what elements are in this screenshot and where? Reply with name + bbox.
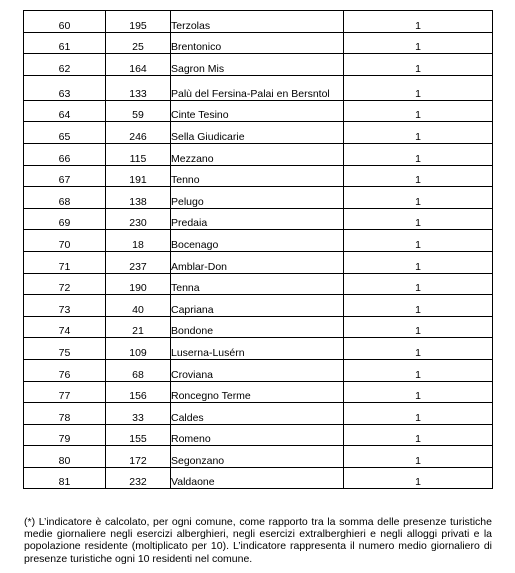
municipality-name-cell: Tenno bbox=[171, 165, 344, 187]
municipality-name-cell: Luserna-Lusérn bbox=[171, 338, 344, 360]
table-row bbox=[24, 424, 493, 446]
code-cell: 195 bbox=[106, 11, 171, 33]
table-row bbox=[24, 273, 493, 295]
indicator-cell: 1 bbox=[344, 338, 493, 360]
table-row bbox=[24, 338, 493, 360]
table-row bbox=[24, 75, 493, 100]
rank-cell: 74 bbox=[24, 316, 106, 338]
rank-cell: 71 bbox=[24, 251, 106, 273]
rank-cell: 70 bbox=[24, 230, 106, 252]
table-row bbox=[24, 100, 493, 122]
table-row bbox=[24, 143, 493, 165]
rank-cell: 77 bbox=[24, 381, 106, 403]
rank-cell: 81 bbox=[24, 467, 106, 489]
table-row bbox=[24, 467, 493, 489]
table-row bbox=[24, 230, 493, 252]
indicator-cell: 1 bbox=[344, 208, 493, 230]
table-row bbox=[24, 208, 493, 230]
municipality-name-cell: Terzolas bbox=[171, 11, 344, 33]
municipality-table bbox=[23, 10, 493, 489]
indicator-cell: 1 bbox=[344, 165, 493, 187]
municipality-name-cell: Predaia bbox=[171, 208, 344, 230]
municipality-name-cell: Bondone bbox=[171, 316, 344, 338]
municipality-name-cell: Cinte Tesino bbox=[171, 100, 344, 122]
table-row bbox=[24, 251, 493, 273]
code-cell: 40 bbox=[106, 295, 171, 317]
indicator-cell: 1 bbox=[344, 251, 493, 273]
rank-cell: 78 bbox=[24, 403, 106, 425]
indicator-cell: 1 bbox=[344, 446, 493, 468]
municipality-name-cell: Capriana bbox=[171, 295, 344, 317]
table-row bbox=[24, 446, 493, 468]
municipality-name-cell: Tenna bbox=[171, 273, 344, 295]
code-cell: 25 bbox=[106, 32, 171, 54]
code-cell: 138 bbox=[106, 187, 171, 209]
footnote: (*) L’indicatore è calcolato, per ogni comune, come rapporto tra la somma delle presenze turistiche medie giornaliere negli esercizi alberghieri, negli esercizi extralberghieri e negli alloggi privati e la popolazione residente (moltiplicato per 10). L’indicatore rappresenta il numero medio giornaliero di presenze turistiche ogni 10 residenti nel comune. bbox=[24, 515, 492, 565]
municipality-name-cell: Romeno bbox=[171, 424, 344, 446]
code-cell: 59 bbox=[106, 100, 171, 122]
indicator-cell: 1 bbox=[344, 359, 493, 381]
rank-cell: 62 bbox=[24, 54, 106, 76]
code-cell: 21 bbox=[106, 316, 171, 338]
indicator-cell: 1 bbox=[344, 75, 493, 100]
indicator-cell: 1 bbox=[344, 381, 493, 403]
code-cell: 190 bbox=[106, 273, 171, 295]
table-row bbox=[24, 11, 493, 33]
rank-cell: 72 bbox=[24, 273, 106, 295]
table-row bbox=[24, 359, 493, 381]
indicator-cell: 1 bbox=[344, 32, 493, 54]
rank-cell: 79 bbox=[24, 424, 106, 446]
rank-cell: 80 bbox=[24, 446, 106, 468]
municipality-name-cell: Amblar-Don bbox=[171, 251, 344, 273]
code-cell: 191 bbox=[106, 165, 171, 187]
municipality-name-cell: Palù del Fersina-Palai en Bersntol bbox=[171, 75, 344, 100]
rank-cell: 67 bbox=[24, 165, 106, 187]
indicator-cell: 1 bbox=[344, 54, 493, 76]
code-cell: 164 bbox=[106, 54, 171, 76]
rank-cell: 61 bbox=[24, 32, 106, 54]
municipality-name-cell: Valdaone bbox=[171, 467, 344, 489]
rank-cell: 69 bbox=[24, 208, 106, 230]
indicator-cell: 1 bbox=[344, 467, 493, 489]
code-cell: 230 bbox=[106, 208, 171, 230]
rank-cell: 63 bbox=[24, 75, 106, 100]
indicator-cell: 1 bbox=[344, 403, 493, 425]
table-row bbox=[24, 187, 493, 209]
code-cell: 18 bbox=[106, 230, 171, 252]
indicator-cell: 1 bbox=[344, 316, 493, 338]
code-cell: 156 bbox=[106, 381, 171, 403]
rank-cell: 66 bbox=[24, 143, 106, 165]
rank-cell: 60 bbox=[24, 11, 106, 33]
indicator-cell: 1 bbox=[344, 295, 493, 317]
table-row bbox=[24, 403, 493, 425]
municipality-name-cell: Roncegno Terme bbox=[171, 381, 344, 403]
indicator-cell: 1 bbox=[344, 273, 493, 295]
table-body bbox=[24, 11, 493, 489]
indicator-cell: 1 bbox=[344, 143, 493, 165]
municipality-name-cell: Pelugo bbox=[171, 187, 344, 209]
municipality-name-cell: Bocenago bbox=[171, 230, 344, 252]
indicator-cell: 1 bbox=[344, 122, 493, 144]
rank-cell: 65 bbox=[24, 122, 106, 144]
rank-cell: 76 bbox=[24, 359, 106, 381]
indicator-cell: 1 bbox=[344, 187, 493, 209]
table-row bbox=[24, 316, 493, 338]
code-cell: 33 bbox=[106, 403, 171, 425]
code-cell: 172 bbox=[106, 446, 171, 468]
table-row bbox=[24, 54, 493, 76]
code-cell: 155 bbox=[106, 424, 171, 446]
table-row bbox=[24, 295, 493, 317]
rank-cell: 64 bbox=[24, 100, 106, 122]
municipality-name-cell: Mezzano bbox=[171, 143, 344, 165]
code-cell: 246 bbox=[106, 122, 171, 144]
indicator-cell: 1 bbox=[344, 100, 493, 122]
code-cell: 68 bbox=[106, 359, 171, 381]
indicator-cell: 1 bbox=[344, 11, 493, 33]
rank-cell: 75 bbox=[24, 338, 106, 360]
municipality-name-cell: Segonzano bbox=[171, 446, 344, 468]
code-cell: 109 bbox=[106, 338, 171, 360]
code-cell: 133 bbox=[106, 75, 171, 100]
code-cell: 115 bbox=[106, 143, 171, 165]
table-row bbox=[24, 165, 493, 187]
municipality-name-cell: Sagron Mis bbox=[171, 54, 344, 76]
code-cell: 232 bbox=[106, 467, 171, 489]
table-row bbox=[24, 381, 493, 403]
municipality-name-cell: Sella Giudicarie bbox=[171, 122, 344, 144]
table-row bbox=[24, 122, 493, 144]
indicator-cell: 1 bbox=[344, 424, 493, 446]
code-cell: 237 bbox=[106, 251, 171, 273]
rank-cell: 68 bbox=[24, 187, 106, 209]
municipality-name-cell: Croviana bbox=[171, 359, 344, 381]
rank-cell: 73 bbox=[24, 295, 106, 317]
indicator-cell: 1 bbox=[344, 230, 493, 252]
table-row bbox=[24, 32, 493, 54]
municipality-name-cell: Brentonico bbox=[171, 32, 344, 54]
municipality-name-cell: Caldes bbox=[171, 403, 344, 425]
